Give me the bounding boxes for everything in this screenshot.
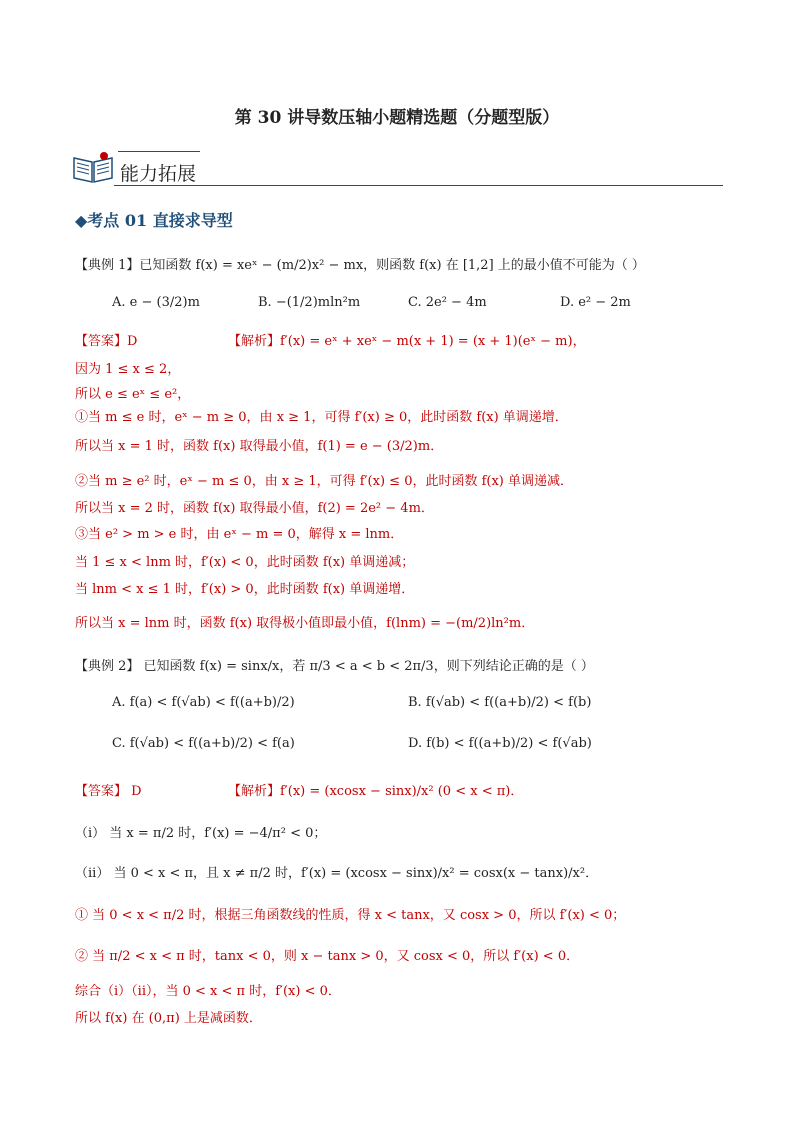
ex1-line: 当 lnm < x ≤ 1 时，f′(x) > 0，此时函数 f(x) 单调递增． — [75, 582, 415, 597]
ex1-line: ②当 m ≥ e² 时，eˣ − m ≤ 0，由 x ≥ 1，可得 f′(x) ≤ 0，此时函数 f(x) 单调递减． — [75, 474, 574, 489]
book-icon — [72, 150, 114, 184]
ex1-line: ③当 e² > m > e 时，由 eˣ − m = 0，解得 x = lnm． — [75, 527, 404, 542]
ex1-line: 当 1 ≤ x < lnm 时，f′(x) < 0，此时函数 f(x) 单调递减； — [75, 555, 415, 570]
ex2-answer: 【答案】 D — [75, 784, 142, 799]
ex2-analysis: 【解析】f′(x) = (xcosx − sinx)/x² (0 < x < π)． — [228, 784, 524, 799]
ex1-line: 所以当 x = lnm 时，函数 f(x) 取得极小值即最小值，f(lnm) = −(m/2)ln²m． — [75, 616, 535, 631]
ex1-answer: 【答案】D — [75, 334, 138, 349]
ex2-question: 【典例 2】 已知函数 f(x) = sinx/x，若 π/3 < a < b < 2π/3，则下列结论正确的是（ ） — [75, 659, 594, 674]
ex2-option-b: B. f(√ab) < f((a+b)/2) < f(b) — [408, 695, 592, 710]
ex2-line: ① 当 0 < x < π/2 时，根据三角函数线的性质，得 x < tanx，又 cosx > 0，所以 f′(x) < 0； — [75, 908, 626, 923]
ex1-option-b: B. −(1/2)mln²m — [258, 295, 361, 310]
section-divider — [114, 185, 723, 186]
ex2-option-c: C. f(√ab) < f((a+b)/2) < f(a) — [112, 736, 295, 751]
section-title: 能力拓展 — [120, 163, 197, 185]
ex1-line: 所以 e ≤ eˣ ≤ e²， — [75, 387, 191, 402]
kaodian-heading: ◆考点 01 直接求导型 — [75, 211, 233, 230]
ex2-line: （i） 当 x = π/2 时，f′(x) = −4/π² < 0； — [75, 826, 327, 841]
ex1-line: ①当 m ≤ e 时，eˣ − m ≥ 0，由 x ≥ 1，可得 f′(x) ≥ 0，此时函数 f(x) 单调递增． — [75, 410, 568, 425]
ex2-option-d: D. f(b) < f((a+b)/2) < f(√ab) — [408, 736, 592, 751]
ex1-question: 【典例 1】已知函数 f(x) = xeˣ − (m/2)x² − mx，则函数 f(x) 在 [1,2] 上的最小值不可能为（ ） — [75, 258, 645, 273]
ex1-line: 因为 1 ≤ x ≤ 2， — [75, 362, 181, 377]
ex2-line: 综合（i）（ii），当 0 < x < π 时，f′(x) < 0． — [75, 984, 341, 999]
ex1-analysis: 【解析】f′(x) = eˣ + xeˣ − m(x + 1) = (x + 1)(eˣ − m)， — [228, 334, 586, 349]
header-accent-line — [118, 151, 200, 152]
ex1-option-c: C. 2e² − 4m — [408, 295, 487, 310]
ex1-option-d: D. e² − 2m — [560, 295, 631, 310]
ex2-line: 所以 f(x) 在 (0,π) 上是减函数． — [75, 1011, 262, 1026]
ex1-line: 所以当 x = 1 时，函数 f(x) 取得最小值，f(1) = e − (3/2)m． — [75, 439, 444, 454]
ex1-option-a: A. e − (3/2)m — [112, 295, 200, 310]
ex2-line: （ii） 当 0 < x < π，且 x ≠ π/2 时，f′(x) = (xcosx − sinx)/x² = cosx(x − tanx)/x²． — [75, 866, 599, 881]
ex1-line: 所以当 x = 2 时，函数 f(x) 取得最小值，f(2) = 2e² − 4m． — [75, 501, 434, 516]
page-title: 第 30 讲导数压轴小题精选题（分题型版） — [234, 108, 560, 128]
ex2-line: ② 当 π/2 < x < π 时，tanx < 0，则 x − tanx > 0，又 cosx < 0，所以 f′(x) < 0． — [75, 949, 580, 964]
ex2-option-a: A. f(a) < f(√ab) < f((a+b)/2) — [112, 695, 295, 710]
